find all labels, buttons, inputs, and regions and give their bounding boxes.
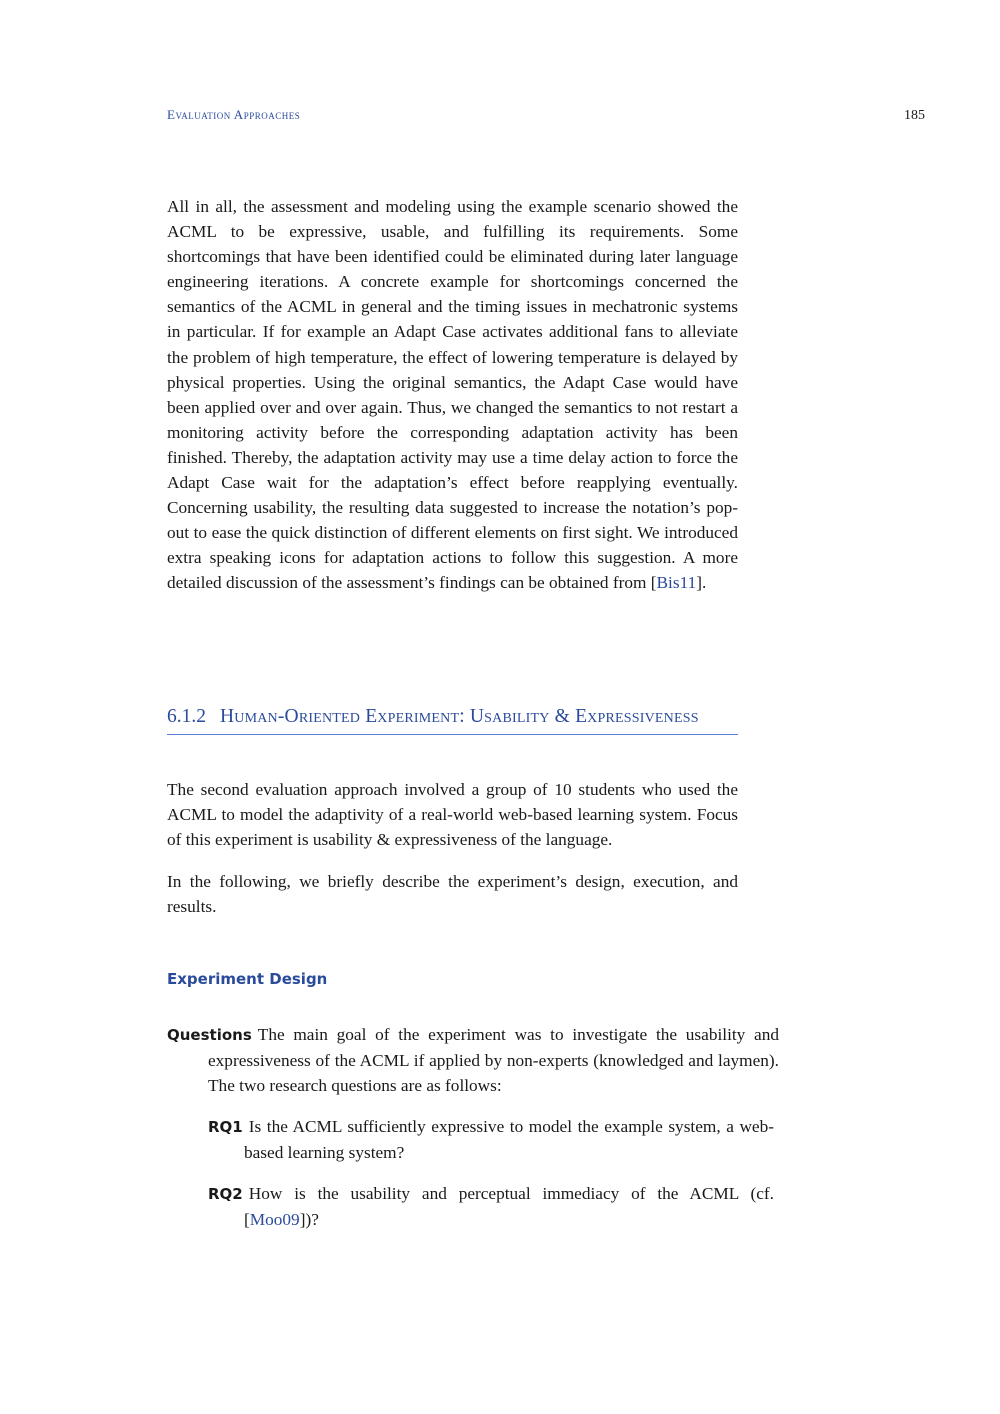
rq1-item — [208, 1114, 774, 1165]
questions-term: Questions — [167, 1026, 252, 1044]
rq2-term: RQ2 — [208, 1185, 243, 1203]
rq2-text: How is the usability and perceptual immediacy of the ACML (cf. [ — [244, 1184, 774, 1230]
intro-paragraph-end: ]. — [696, 573, 707, 593]
section-heading — [167, 706, 738, 735]
rq2-text-end: ])? — [299, 1210, 319, 1230]
intro-paragraph — [167, 194, 738, 596]
citation-bis11-link[interactable]: Bis11 — [656, 573, 697, 593]
page-number: 185 — [904, 108, 925, 123]
questions-item — [167, 1022, 779, 1098]
intro-paragraph-text: All in all, the assessment and modeling using the example scenario showed the ACML to be expressive, usable, and fulfilling its requirements. Some shortcomings that have been identified could be eliminated during later language engineering iterations. A concrete example for shortcomings concerned the semantics of the ACML in general and the timing issues in mechatronic systems in particular. If for example an Adapt Case activates additional fans to alleviate the problem of high temperature, the effect of lowering temperature is delayed by physical properties. Using the original semantics, the Adapt Case would have been applied over and over again. Thus, we changed the semantics to not restart a monitoring activity before the corresponding adaptation activity has been finished. Thereby, the adaptation activity may use a time delay action to force the Adapt Case wait for the adaptation’s effect before reapplying eventually. Concerning usability, the resulting data suggested to increase the notation’s pop-out to ease the quick distinction of different elements on first sight. We introduced extra speaking icons for adaptation actions to follow this suggestion. A more detailed discussion of the assessment’s findings can be obtained from [ — [167, 197, 738, 593]
running-title: Evaluation Approaches — [167, 107, 301, 122]
rq2-item — [208, 1181, 774, 1232]
section-paragraph-1: The second evaluation approach involved a group of 10 students who used the ACML to model the adaptivity of a real-world web-based learning system. Focus of this experiment is usability & expressiveness of the language. — [167, 780, 738, 850]
section-paragraph-2: In the following, we briefly describe the experiment’s design, execution, and results. — [167, 872, 738, 917]
experiment-design-heading: Experiment Design — [167, 970, 328, 988]
questions-text: The main goal of the experiment was to investigate the usability and expressiveness of the ACML if applied by non-experts (knowledged and laymen). The two research questions are as follows: — [208, 1025, 779, 1096]
citation-moo09-link[interactable]: Moo09 — [249, 1210, 300, 1230]
section-title: Human-Oriented Experiment: Usability & Expressiveness — [220, 706, 699, 727]
section-number: 6.1.2 — [167, 706, 206, 727]
running-header — [167, 107, 925, 124]
rq1-text: Is the ACML sufficiently expressive to model the example system, a web-based learning system? — [244, 1117, 774, 1163]
rq1-term: RQ1 — [208, 1118, 243, 1136]
